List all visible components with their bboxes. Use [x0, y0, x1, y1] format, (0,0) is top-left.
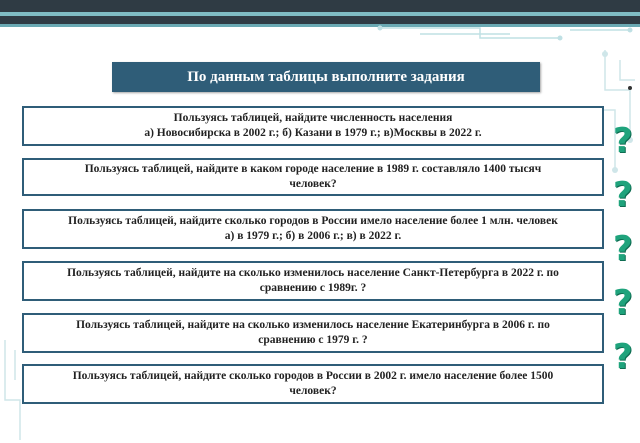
- question-mark-icon: ?: [613, 337, 633, 377]
- task-3-line-1: Пользуясь таблицей, найдите сколько городов в России имело население более 1 млн. человек: [68, 215, 558, 227]
- task-2-line-1: Пользуясь таблицей, найдите в каком городе население в 1989 г. составляло 1400 тысяч: [84, 163, 542, 175]
- task-6-line-1: Пользуясь таблицей, найдите сколько городов в России в 2002 г. имело население более 1500: [72, 370, 554, 382]
- slide-title: По данным таблицы выполните задания: [112, 62, 540, 92]
- task-box-4: [22, 261, 604, 301]
- task-5-line-1: Пользуясь таблицей, найдите на сколько изменилось население Екатеринбурга в 2006 г. по: [76, 319, 550, 331]
- task-4-line-2: сравнению с 1989г. ?: [259, 282, 367, 294]
- task-1-line-1: Пользуясь таблицей, найдите численность населения: [173, 112, 453, 124]
- question-mark-icon: ?: [613, 229, 633, 269]
- task-5-line-2: сравнению с 1979 г. ?: [258, 334, 368, 346]
- bullet-dot: [628, 86, 632, 90]
- task-box-3: [22, 209, 604, 249]
- top-stripe-dark: [0, 0, 640, 12]
- task-box-5: [22, 313, 604, 353]
- task-box-1: [22, 106, 604, 146]
- task-6-line-2: человек?: [289, 385, 337, 397]
- question-mark-icon: ?: [613, 283, 633, 323]
- task-2-line-2: человек?: [289, 178, 337, 190]
- question-mark-icon: ?: [613, 121, 633, 161]
- task-3-line-2: а) в 1979 г.; б) в 2006 г.; в) в 2022 г.: [224, 230, 402, 242]
- top-stripe-dark-2: [0, 16, 640, 24]
- circuit-decoration-top: [360, 24, 640, 44]
- task-box-2: [22, 158, 604, 196]
- task-1-line-2: а) Новосибирска в 2002 г.; б) Казани в 1979 г.; в)Москвы в 2022 г.: [144, 127, 482, 139]
- task-4-line-1: Пользуясь таблицей, найдите на сколько изменилось население Санкт-Петербурга в 2022 г. по: [67, 267, 559, 279]
- task-box-6: [22, 364, 604, 404]
- question-mark-icon: ?: [613, 175, 633, 215]
